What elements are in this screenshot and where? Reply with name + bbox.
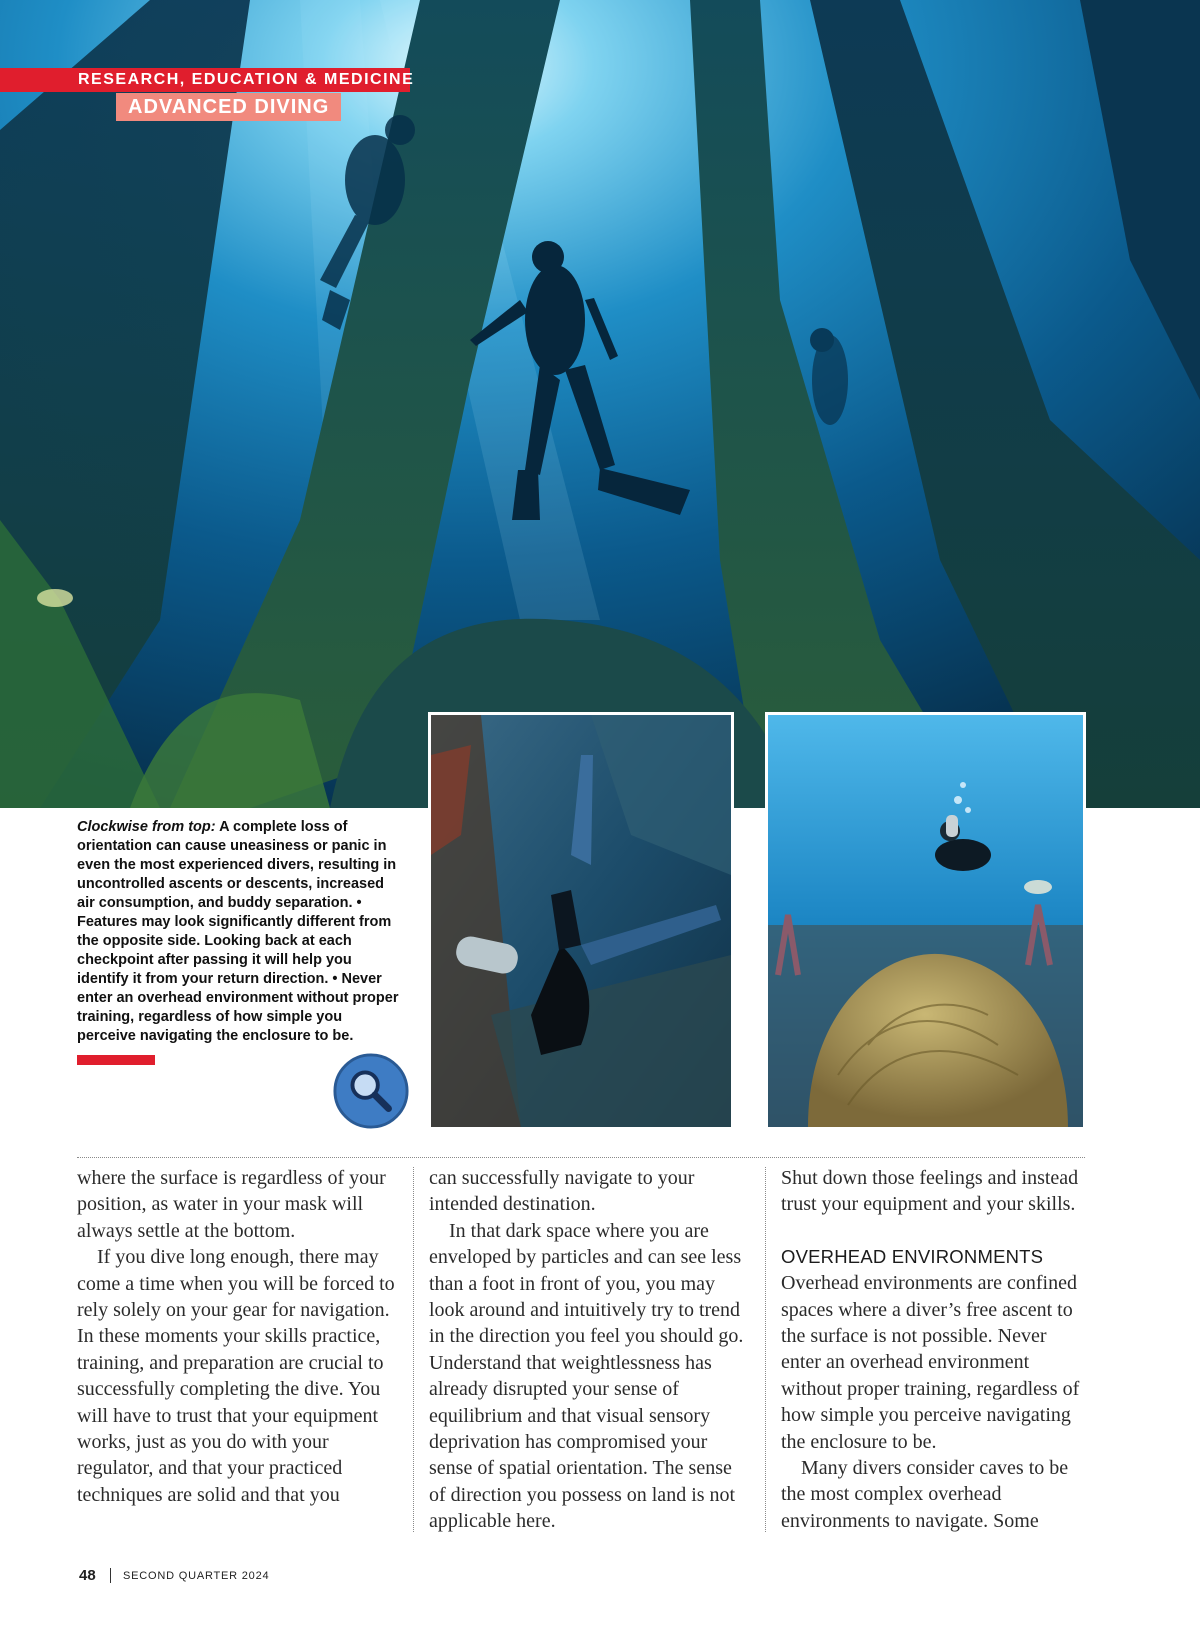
section-label: RESEARCH, EDUCATION & MEDICINE	[0, 68, 410, 92]
page-number: 48	[79, 1567, 96, 1584]
hero-photo-divers-under-pier	[0, 0, 1200, 808]
paragraph: can successfully navigate to your intended destination.	[429, 1167, 695, 1216]
column-divider	[765, 1167, 766, 1532]
section-heading: OVERHEAD ENVIRONMENTS	[781, 1245, 1044, 1267]
paragraph: where the surface is regardless of your position, as water in your mask will always settle at the bottom.	[77, 1167, 386, 1242]
paragraph: Shut down those feelings and instead trust your equipment and your skills.	[781, 1167, 1079, 1216]
paragraph: In that dark space where you are enveloped by particles and can see less than a foot in front of you, you may look around and intuitively try to trend in the direction you feel you should go. Understand that weightlessness has already disrupted your sense of equilibrium and that visual sensory deprivation has compromised your sense of spatial orientation. The sense of direction you possess on land is not applicable here.	[429, 1219, 744, 1533]
photo-caption	[77, 818, 402, 1046]
paragraph: If you dive long enough, there may come a time when you will be forced to rely solely on your gear for navigation. In these moments your skills practice, training, and preparation are crucial to successfully completing the dive. You will have to trust that your equipment works, just as you do with your regulator, and that your practiced techniques are solid and that you	[77, 1246, 395, 1506]
magnifying-glass-icon[interactable]	[332, 1052, 410, 1130]
inset-photo-brain-coral	[765, 712, 1086, 1130]
article-column-1	[77, 1165, 397, 1508]
paragraph: Overhead environments are confined spaces where a diver’s free ascent to the surface is not possible. Never enter an overhead environment without proper training, regardless of how simple you perceive navigating the enclosure to be.	[781, 1272, 1080, 1453]
paragraph: Many divers consider caves to be the most complex overhead environments to navigate. Some	[781, 1457, 1069, 1532]
footer-separator	[110, 1568, 111, 1583]
issue-label: SECOND QUARTER 2024	[123, 1570, 270, 1582]
article-column-2	[429, 1165, 749, 1535]
article-top-rule	[77, 1157, 1085, 1158]
caption-text: A complete loss of orientation can cause uneasiness or panic in even the most experienced divers, resulting in uncontrolled ascents or descents, increased air consumption, and buddy separation. • Features may look significantly different from the opposite side. Looking back at each checkpoint after passing it will help you identify it from your return direction. • Never enter an overhead environment without proper training, regardless of how simple you perceive navigating the enclosure to be.	[77, 819, 399, 1044]
caption-lead: Clockwise from top:	[77, 819, 216, 835]
column-divider	[413, 1167, 414, 1532]
article-column-3	[781, 1165, 1091, 1534]
subsection-label: ADVANCED DIVING	[116, 93, 341, 121]
inset-photo-wreck-diver	[428, 712, 734, 1130]
caption-accent-rule	[77, 1055, 155, 1065]
